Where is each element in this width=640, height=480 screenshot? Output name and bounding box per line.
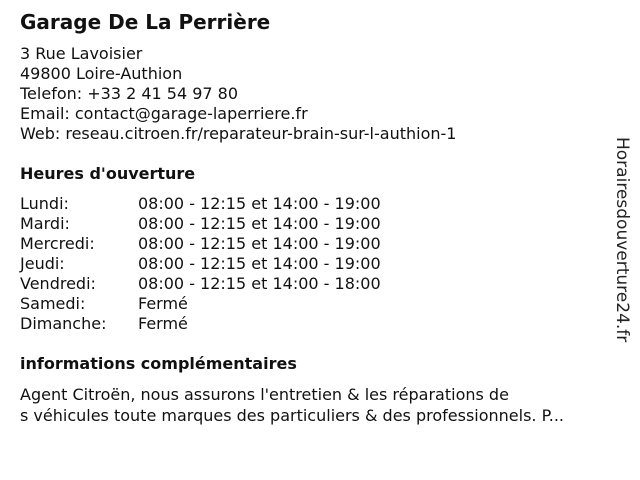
hours-value: 08:00 - 12:15 et 14:00 - 19:00 [138, 254, 381, 273]
phone-number: Telefon: +33 2 41 54 97 80 [20, 84, 239, 103]
opening-hours-heading: Heures d'ouverture [20, 164, 196, 183]
hours-value: 08:00 - 12:15 et 14:00 - 19:00 [138, 194, 381, 213]
description-line-1: Agent Citroën, nous assurons l'entretien & les réparations de [20, 385, 509, 404]
day-label: Mardi: [20, 214, 70, 233]
address-city: 49800 Loire-Authion [20, 64, 183, 83]
hours-value: Fermé [138, 314, 188, 333]
description-line-2: s véhicules toute marques des particuliers & des professionnels. P... [20, 406, 565, 425]
hours-value: Fermé [138, 294, 188, 313]
watermark-text: Horairesdouverture24.fr [612, 137, 632, 343]
website: Web: reseau.citroen.fr/reparateur-brain-sur-l-authion-1 [20, 124, 457, 143]
address-street: 3 Rue Lavoisier [20, 44, 143, 63]
hours-value: 08:00 - 12:15 et 14:00 - 18:00 [138, 274, 381, 293]
description-text [20, 384, 620, 426]
day-label: Mercredi: [20, 234, 95, 253]
day-label: Jeudi: [20, 254, 65, 273]
contact-block [20, 44, 456, 144]
day-label: Dimanche: [20, 314, 107, 333]
business-name: Garage De La Perrière [20, 10, 271, 34]
hours-value: 08:00 - 12:15 et 14:00 - 19:00 [138, 214, 381, 233]
day-label: Samedi: [20, 294, 86, 313]
email-address: Email: contact@garage-laperriere.fr [20, 104, 308, 123]
additional-info-heading: informations complémentaires [20, 354, 297, 373]
day-label: Lundi: [20, 194, 69, 213]
hours-value: 08:00 - 12:15 et 14:00 - 19:00 [138, 234, 381, 253]
day-label: Vendredi: [20, 274, 96, 293]
